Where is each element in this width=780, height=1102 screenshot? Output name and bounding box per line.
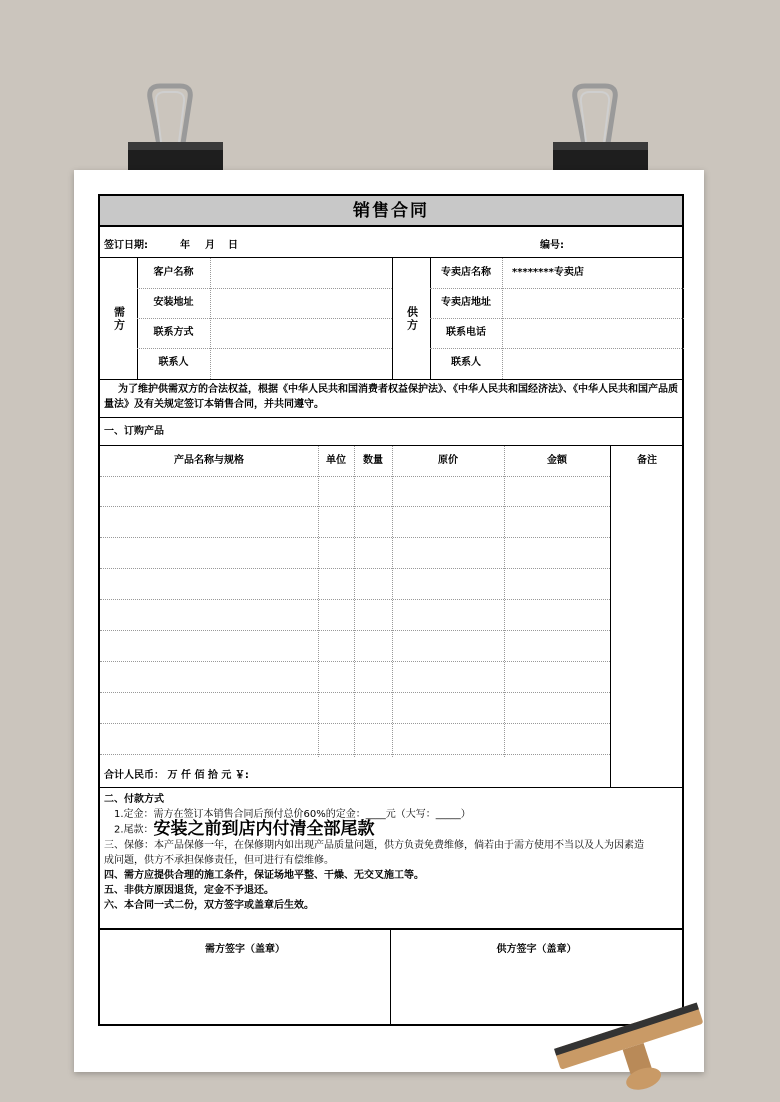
- warranty-term-cont: 成问题，供方不承担保修责任，但可进行有偿维修。: [104, 854, 334, 866]
- term-item-4: 四、需方应提供合理的施工条件，保证场地平整、干燥、无交叉施工等。: [104, 869, 424, 881]
- contract-terms: [100, 788, 682, 930]
- table-row: [100, 476, 610, 477]
- payment-heading: 二、付款方式: [104, 794, 164, 805]
- balance-term: 安装之前到店内付清全部尾款: [153, 819, 375, 839]
- buyer-field-label: 安装地址: [153, 297, 194, 308]
- contract-paper: [74, 170, 704, 1072]
- table-header: 备注: [637, 455, 657, 466]
- table-header: 数量: [363, 455, 383, 466]
- seller-field-label: 联系电话: [446, 327, 486, 338]
- term-item-6: 六、本合同一式二份，双方签字或盖章后生效。: [104, 899, 314, 911]
- buyer-signature: 需方签字（盖章）: [100, 930, 391, 1024]
- total-amount-label: 合计人民币： 万 仟 佰 拾 元 ￥:: [104, 770, 249, 781]
- divider: [504, 446, 505, 757]
- table-header: 产品名称与规格: [174, 455, 244, 466]
- buyer-label: 需方: [100, 258, 138, 379]
- table-header: 原价: [438, 455, 458, 466]
- table-row: [100, 568, 610, 569]
- divider: [318, 446, 319, 757]
- buyer-field-label: 联系人: [158, 357, 189, 368]
- deposit-term: 1.定金：需方在签订本销售合同后预付总价60%的定金：____元（大写：_____）: [114, 809, 471, 820]
- date-year: 年: [180, 240, 190, 251]
- table-row: [100, 630, 610, 631]
- buyer-field-label: 客户名称: [153, 267, 194, 278]
- date-label: 签订日期:: [104, 240, 148, 251]
- seller-label: 供方: [392, 258, 431, 379]
- store-name-value: ********专卖店: [512, 267, 584, 278]
- seller-field-label: 专卖店名称: [441, 267, 491, 278]
- party-section: [100, 258, 682, 380]
- seller-field-label: 专卖店地址: [441, 297, 491, 308]
- page-title: 销售合同: [100, 196, 682, 227]
- term-item-5: 五、非供方原因退货，定金不予退还。: [104, 884, 274, 896]
- table-row: [100, 661, 610, 662]
- number-label: 编号:: [540, 240, 564, 251]
- table-row: [100, 537, 610, 538]
- contract-intro: [100, 380, 682, 418]
- intro-text: 为了维护供需双方的合法权益，根据《中华人民共和国消费者权益保护法》、《中华人民共和国经济法》、《中华人民共和国产品质量法》及有关规定签订本销售合同，并共同遵守。: [104, 384, 678, 410]
- table-row: [100, 692, 610, 693]
- section-order-heading: 一、订购产品: [100, 418, 682, 446]
- divider: [610, 446, 611, 787]
- table-row: [100, 506, 610, 507]
- date-day: 日: [228, 240, 238, 251]
- table-header: 单位: [326, 455, 346, 466]
- divider: [354, 446, 355, 757]
- table-row: [100, 599, 610, 600]
- table-row: [100, 754, 610, 755]
- table-row: [100, 723, 610, 724]
- balance-prefix: 2.尾款：: [114, 824, 154, 836]
- table-header: 金额: [547, 455, 567, 466]
- seller-field-label: 联系人: [451, 357, 481, 368]
- seller-signature: 供方签字（盖章）: [496, 944, 577, 955]
- date-month: 月: [205, 240, 215, 251]
- wooden-stamp-icon: [540, 985, 720, 1095]
- divider: [392, 446, 393, 757]
- buyer-field-label: 联系方式: [153, 327, 194, 338]
- warranty-term: 三、保修：本产品保修一年，在保修期内如出现产品质量问题，供方负责免费维修，倘若由于需方使用不当以及人为因素造: [104, 839, 644, 851]
- order-table: [100, 446, 682, 788]
- contract-form: [98, 194, 684, 1026]
- date-row: [100, 227, 682, 258]
